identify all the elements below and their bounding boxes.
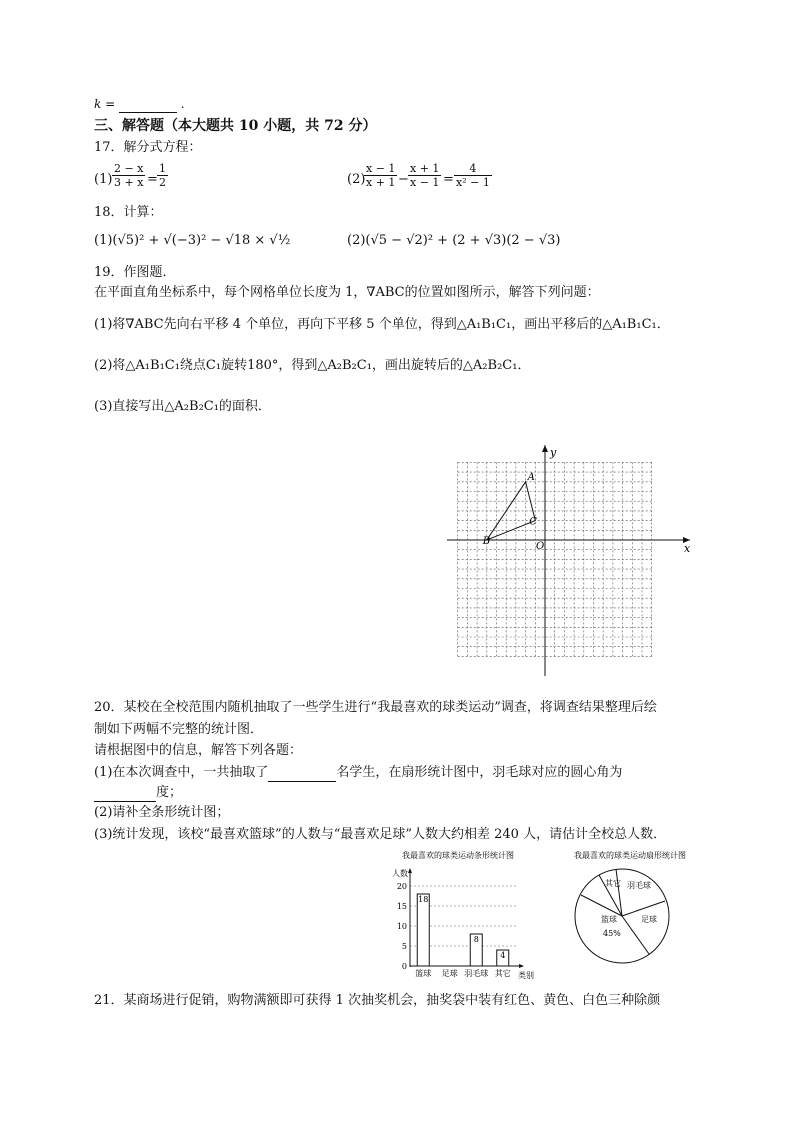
q20-line-2: 制如下两幅不完整的统计图． bbox=[94, 722, 264, 737]
q21-text: 21．某商场进行促销，购物满额即可获得 1 次抽奖机会，抽奖袋中装有红色、黄色、白色三种除颜 bbox=[94, 993, 661, 1008]
q19-part-2: (2)将△A₁B₁C₁绕点C₁旋转180°，得到△A₂B₂C₁，画出旋转后的△A₂B₂C₁． bbox=[94, 358, 531, 373]
bar-y-tick-label: 15 bbox=[396, 902, 407, 911]
pie-chart bbox=[555, 848, 705, 973]
pie-label-basketball: 篮球 bbox=[601, 915, 617, 924]
q17-p1-tag: (1) bbox=[94, 172, 113, 187]
pie-chart-title: 我最喜欢的球类运动扇形统计图 bbox=[574, 851, 686, 860]
bar-value-label: 4 bbox=[500, 951, 506, 960]
bar-x-tick-label: 羽毛球 bbox=[464, 969, 489, 978]
q17-p2-f2-den: x − 1 bbox=[410, 176, 440, 189]
q20-p1-text-c: 度； bbox=[156, 785, 183, 800]
bar-y-tick-label: 10 bbox=[396, 922, 407, 931]
bar-x-tick-label: 篮球 bbox=[415, 969, 432, 978]
bar-chart-marks bbox=[397, 868, 524, 978]
q17-p2-f3-den: x² − 1 bbox=[456, 176, 490, 189]
q20-p1-text-a: (1)在本次调查中，一共抽取了 bbox=[94, 765, 269, 780]
pie-label-basketball-percent: 45% bbox=[603, 929, 621, 938]
k-period: . bbox=[180, 97, 185, 111]
bar-value-label: 8 bbox=[473, 935, 479, 944]
q17-p2-equals: = bbox=[443, 172, 454, 187]
bar-mark bbox=[417, 894, 429, 966]
q19-part-3: (3)直接写出△A₂B₂C₁的面积． bbox=[94, 399, 271, 414]
k-label: k = bbox=[94, 97, 116, 111]
q17-p2-f2-num: x + 1 bbox=[410, 162, 440, 175]
q20-p1-blank-2 bbox=[94, 785, 156, 802]
bar-x-axis-arrow-icon bbox=[519, 964, 524, 968]
pie-slice-edge-3 bbox=[622, 901, 665, 916]
q17-p1-rhs-num: 1 bbox=[159, 162, 166, 175]
bar-y-tick-label: 0 bbox=[401, 962, 407, 971]
point-c-label: C bbox=[529, 516, 537, 528]
y-axis-arrow-icon bbox=[542, 445, 548, 452]
grid-lines bbox=[458, 462, 652, 656]
x-axis-label: x bbox=[684, 542, 691, 555]
q20-part-1 bbox=[94, 765, 622, 782]
bar-y-tick-label: 5 bbox=[401, 942, 407, 951]
q17-p2-f3-num: 4 bbox=[469, 162, 477, 175]
q17-p2-minus: − bbox=[398, 172, 409, 187]
bar-y-axis-arrow-icon bbox=[408, 868, 412, 873]
bar-chart bbox=[368, 848, 548, 983]
pie-label-football: 足球 bbox=[641, 915, 657, 924]
q17-label: 17．解分式方程： bbox=[94, 140, 202, 155]
y-axis-label: y bbox=[550, 446, 557, 459]
bar-x-tick-label: 其它 bbox=[494, 969, 511, 978]
q17-p2-f1-num: x − 1 bbox=[366, 162, 396, 175]
pie-slice-edge-2 bbox=[616, 869, 622, 916]
q20-p1-text-b: 名学生，在扇形统计图中，羽毛球对应的圆心角为 bbox=[336, 765, 623, 780]
section-title: 三、解答题（本大题共 10 小题，共 72 分） bbox=[94, 118, 377, 134]
bar-y-tick-label: 20 bbox=[396, 882, 407, 891]
bar-x-tick-label: 足球 bbox=[441, 969, 458, 978]
q19-intro: 在平面直角坐标系中，每个网格单位长度为 1，∇ABC的位置如图所示，解答下列问题： bbox=[94, 285, 600, 300]
pie-label-other: 其它 bbox=[605, 879, 621, 888]
q19-part-1: (1)将∇ABC先向右平移 4 个单位，再向下平移 5 个单位，得到△A₁B₁C₁，画出平移后的△A₁B₁C₁． bbox=[94, 317, 670, 332]
q17-p1-lhs-num: 2 − x bbox=[114, 162, 144, 175]
origin-label: O bbox=[536, 541, 545, 552]
q18-label: 18．计算： bbox=[94, 205, 163, 220]
q20-part-3: (3)统计发现，该校“最喜欢篮球”的人数与“最喜欢足球”人数大约相差 240 人，请估计全校总人数． bbox=[94, 827, 667, 842]
q17-p1-rhs-den: 2 bbox=[159, 176, 166, 189]
bar-chart-xlabel: 类别 bbox=[518, 971, 534, 980]
q20-p1-blank-1 bbox=[268, 765, 336, 782]
q19-label: 19．作图题． bbox=[94, 265, 176, 280]
q20-part-2: (2)请补全条形统计图； bbox=[94, 805, 230, 820]
point-a-label: A bbox=[527, 471, 535, 483]
q20-part-1-cont bbox=[94, 785, 182, 802]
q17-p1-equals: = bbox=[147, 172, 158, 187]
q17-p2-f1-den: x + 1 bbox=[366, 176, 396, 189]
q18-p1: (1)(√5)² + √(−3)² − √18 × √½ bbox=[94, 233, 291, 248]
bar-chart-title: 我最喜欢的球类运动条形统计图 bbox=[402, 851, 514, 860]
bar-chart-ylabel: 人数 bbox=[392, 869, 408, 878]
bar-value-label: 18 bbox=[418, 895, 429, 904]
q20-line-1: 20．某校在全校范围内随机抽取了一些学生进行“我最喜欢的球类运动”调查，将调查结果整理后绘 bbox=[94, 700, 657, 715]
q17-p2-tag: (2) bbox=[347, 172, 366, 187]
q17-p1-lhs-den: 3 + x bbox=[114, 176, 144, 189]
q20-line-3: 请根据图中的信息，解答下列各题： bbox=[94, 743, 303, 758]
q18-p2: (2)(√5 − √2)² + (2 + √3)(2 − √3) bbox=[347, 233, 561, 248]
pie-label-badminton: 羽毛球 bbox=[627, 881, 651, 890]
point-b-label: B bbox=[482, 536, 491, 547]
